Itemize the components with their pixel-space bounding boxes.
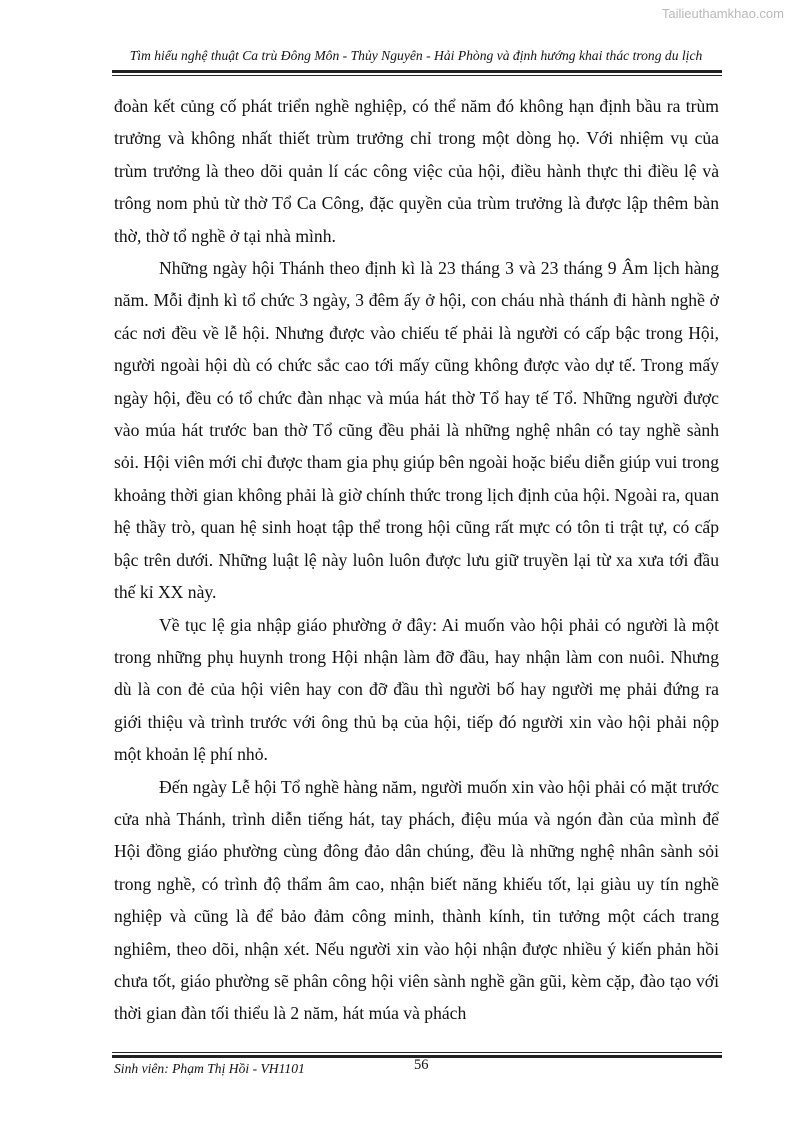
footer-student-name: Sinh viên: Phạm Thị Hồi - VH1101 — [114, 1061, 305, 1076]
header-rule — [112, 70, 722, 73]
document-body — [114, 90, 719, 1030]
paragraph-1: đoàn kết củng cố phát triển nghề nghiệp, có thể năm đó không hạn định bầu ra trùm trưởng và không nhất thiết trùm trưởng chỉ trong một dòng họ. Với nhiệm vụ của trùm trưởng là theo dõi quản lí các công việc của hội, điều hành thực thi điều lệ và trông nom phủ từ thờ Tổ Ca Công, đặc quyền của trùm trưởng là được lập thêm bàn thờ, thờ tổ nghề ở tại nhà mình. — [114, 96, 719, 246]
page-number: 56 — [414, 1057, 429, 1073]
footer-rule-thin — [112, 1052, 722, 1053]
watermark: Tailieuthamkhao.com — [661, 6, 784, 21]
header-rule-thin — [112, 75, 722, 76]
page-header-title: Tìm hiểu nghệ thuật Ca trù Đông Môn - Thủy Nguyên - Hải Phòng và định hướng khai thác trong du lịch — [129, 48, 703, 63]
paragraph-2: Những ngày hội Thánh theo định kì là 23 tháng 3 và 23 tháng 9 Âm lịch hàng năm. Mỗi định kì tổ chức 3 ngày, 3 đêm ấy ở hội, con cháu nhà thánh đi hành nghề ở các nơi đều về lễ hội. Nhưng được vào chiếu tế phải là người có cấp bậc trong Hội, người ngoài hội dù có chức sắc cao tới mấy cũng không được vào dự tế. Trong mấy ngày hội, đều có tổ chức đàn nhạc và múa hát thờ Tổ hay tế Tổ. Những người được vào múa hát trước ban thờ Tổ cũng đều phải là những nghệ nhân có tay nghề sành sỏi. Hội viên mới chỉ được tham gia phụ giúp bên ngoài hoặc biểu diễn giúp vui trong khoảng thời gian không phải là giờ chính thức trong lịch định của hội. Ngoài ra, quan hệ thầy trò, quan hệ sinh hoạt tập thể trong hội cũng rất mực có tôn ti trật tự, có cấp bậc trên dưới. Những luật lệ này luôn luôn được lưu giữ truyền lại từ xa xưa tới đầu thế kỉ XX này. — [114, 258, 719, 603]
paragraph-4: Đến ngày Lễ hội Tổ nghề hàng năm, người muốn xin vào hội phải có mặt trước cửa nhà Thánh, trình diễn tiếng hát, tay phách, điệu múa và ngón đàn của mình để Hội đồng giáo phường cùng đông đảo dân chúng, đều là những nghệ nhân sành sỏi trong nghề, có trình độ thẩm âm cao, nhận biết năng khiếu tốt, lại giàu uy tín nghề nghiệp và cũng là để bảo đảm công minh, thành kính, tin tưởng một cách trang nghiêm, theo dõi, nhận xét. Nếu người xin vào hội nhận được nhiều ý kiến phản hồi chưa tốt, giáo phường sẽ phân công hội viên sành nghề gần gũi, kèm cặp, đào tạo với thời gian đàn tối thiểu là 2 năm, hát múa và phách — [114, 776, 719, 1024]
paragraph-3: Về tục lệ gia nhập giáo phường ở đây: Ai muốn vào hội phải có người là một trong những phụ huynh trong Hội nhận làm đỡ đầu, hay nhận làm con nuôi. Nhưng dù là con đẻ của hội viên hay con đỡ đầu thì người bố hay người mẹ phải đứng ra giới thiệu và trình trước với ông thủ bạ của hội, tiếp đó người xin vào hội phải nộp một khoản lệ phí nhỏ. — [114, 614, 719, 765]
